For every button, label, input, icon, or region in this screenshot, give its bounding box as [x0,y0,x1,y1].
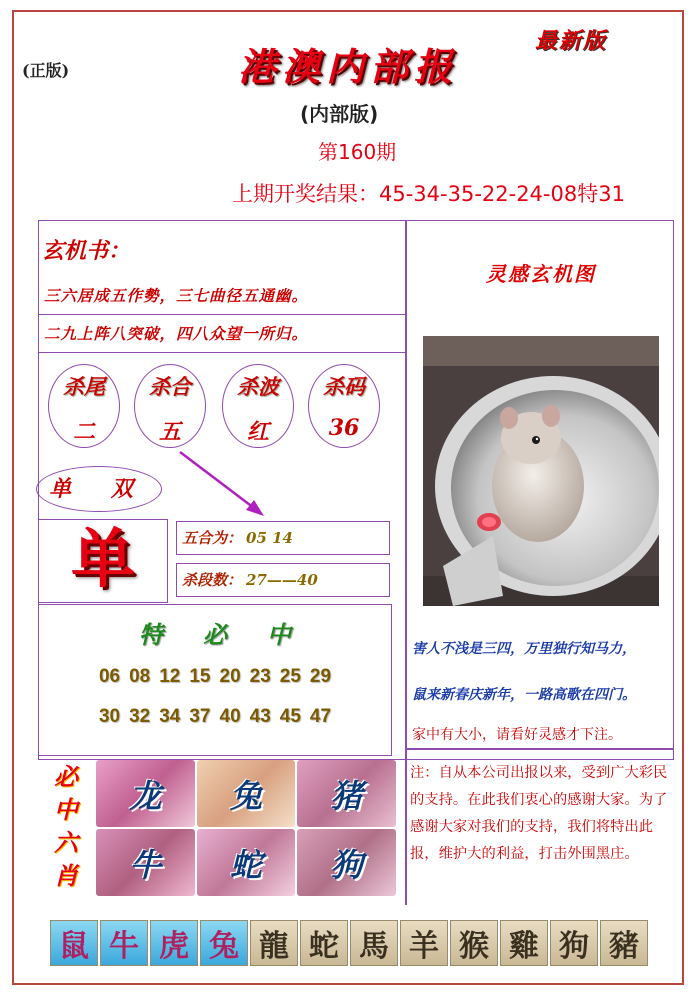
xuanjishu-line-2: 二九上阵八突破，四八众望一所归。 [44,324,309,343]
sha-bo-label: 杀波 [237,374,279,399]
zodiac-tile: 雞 [500,920,548,966]
column-divider [405,220,407,905]
notice-text: 注：自从本公司出报以来，受到广大彩民的支持。在此我们衷心的感谢大家。为了感谢大家对我们的支持，我们将特出此报，维护大的利益，打击外围黑庄。 [410,765,668,862]
linggan-poem-line-2: 鼠来新春庆新年，一路高歌在四门。 [412,687,636,703]
last-draw-result: 上期开奖结果：45-34-35-22-24-08特31 [232,182,625,206]
zodiac-tile: 兔 [200,920,248,966]
zodiac-tile: 鼠 [50,920,98,966]
number: 45 [279,706,301,727]
label-char: 必 [54,762,78,791]
linggan-title: 灵感玄机图 [486,262,596,286]
big-char-box [38,519,168,603]
zodiac-tiles-row [50,920,648,966]
number: 37 [189,706,211,727]
shaduan-box [176,563,390,597]
six-zodiac-grid [96,760,396,896]
hamster-photo [423,336,659,606]
number: 40 [219,706,241,727]
number: 43 [249,706,271,727]
zodiac-cell: 牛 [96,829,195,896]
zodiac-tile: 蛇 [300,920,348,966]
label-char: 肖 [54,861,78,890]
number: 23 [249,666,271,687]
zodiac-tile: 虎 [150,920,198,966]
number: 25 [279,666,301,687]
page-title: 港澳内部报 [238,44,459,89]
sha-he-oval [134,364,206,448]
linggan-note: 家中有大小，请看好灵感才下注。 [412,727,622,743]
zodiac-cell: 狗 [297,829,396,896]
number: 12 [159,666,181,687]
sha-he-value: 五 [158,419,181,445]
sha-he-label: 杀合 [149,374,191,399]
zodiac-tile: 猴 [450,920,498,966]
arrow-icon [176,448,268,520]
edition-label: (内部版) [300,102,379,126]
tebi-zhong-box [38,604,392,756]
zodiac-cell: 猪 [297,760,396,827]
divider [38,314,405,315]
sha-ma-label: 杀码 [323,374,365,399]
latest-edition-label: 最新版 [535,28,608,54]
number: 32 [129,706,151,727]
label-char: 六 [54,828,78,857]
dan-shuang-oval: 单 双 [36,466,162,512]
zodiac-cell: 蛇 [197,829,296,896]
zhengban-label: (正版) [22,61,70,80]
number: 47 [309,706,332,727]
divider [38,352,405,353]
sha-bo-oval [222,364,294,448]
wuhe-box [176,521,390,555]
shaduan-value: 27——40 [246,571,318,589]
divider [407,748,674,750]
wuhe-value: 05 14 [246,529,293,547]
tebi-zhong-title: 特必中 [139,620,331,649]
big-char: 单 [71,522,135,597]
issue-number: 第160期 [318,140,397,164]
shaduan-label: 杀段数： [182,571,243,589]
zodiac-tile: 狗 [550,920,598,966]
zodiac-tile: 羊 [400,920,448,966]
number: 30 [98,706,121,727]
number: 06 [98,666,121,687]
wuhe-label: 五合为： [182,529,243,547]
number: 34 [159,706,181,727]
label-char: 中 [54,795,78,824]
zodiac-tile: 龍 [250,920,298,966]
sha-bo-value: 红 [246,419,269,445]
linggan-poem-line-1: 害人不浅是三四，万里独行知马力， [412,641,636,657]
sha-ma-value: 36 [328,415,360,441]
zodiac-cell: 兔 [197,760,296,827]
zodiac-tile: 牛 [100,920,148,966]
number: 29 [309,666,332,687]
zodiac-cell: 龙 [96,760,195,827]
sha-wei-oval [48,364,120,448]
number: 08 [129,666,151,687]
zodiac-tile: 豬 [600,920,648,966]
bi-zhong-liu-xiao-label [44,760,88,892]
xuanjishu-line-1: 三六居成五作勢，三七曲径五通幽。 [44,286,309,305]
zodiac-tile: 馬 [350,920,398,966]
number: 20 [219,666,241,687]
sha-ma-oval [308,364,380,448]
number-row-1 [39,666,391,688]
sha-wei-label: 杀尾 [63,374,105,399]
number: 15 [189,666,211,687]
xuanjishu-title: 玄机书： [42,238,131,264]
sha-wei-value: 二 [72,419,95,445]
number-row-2 [39,706,391,728]
